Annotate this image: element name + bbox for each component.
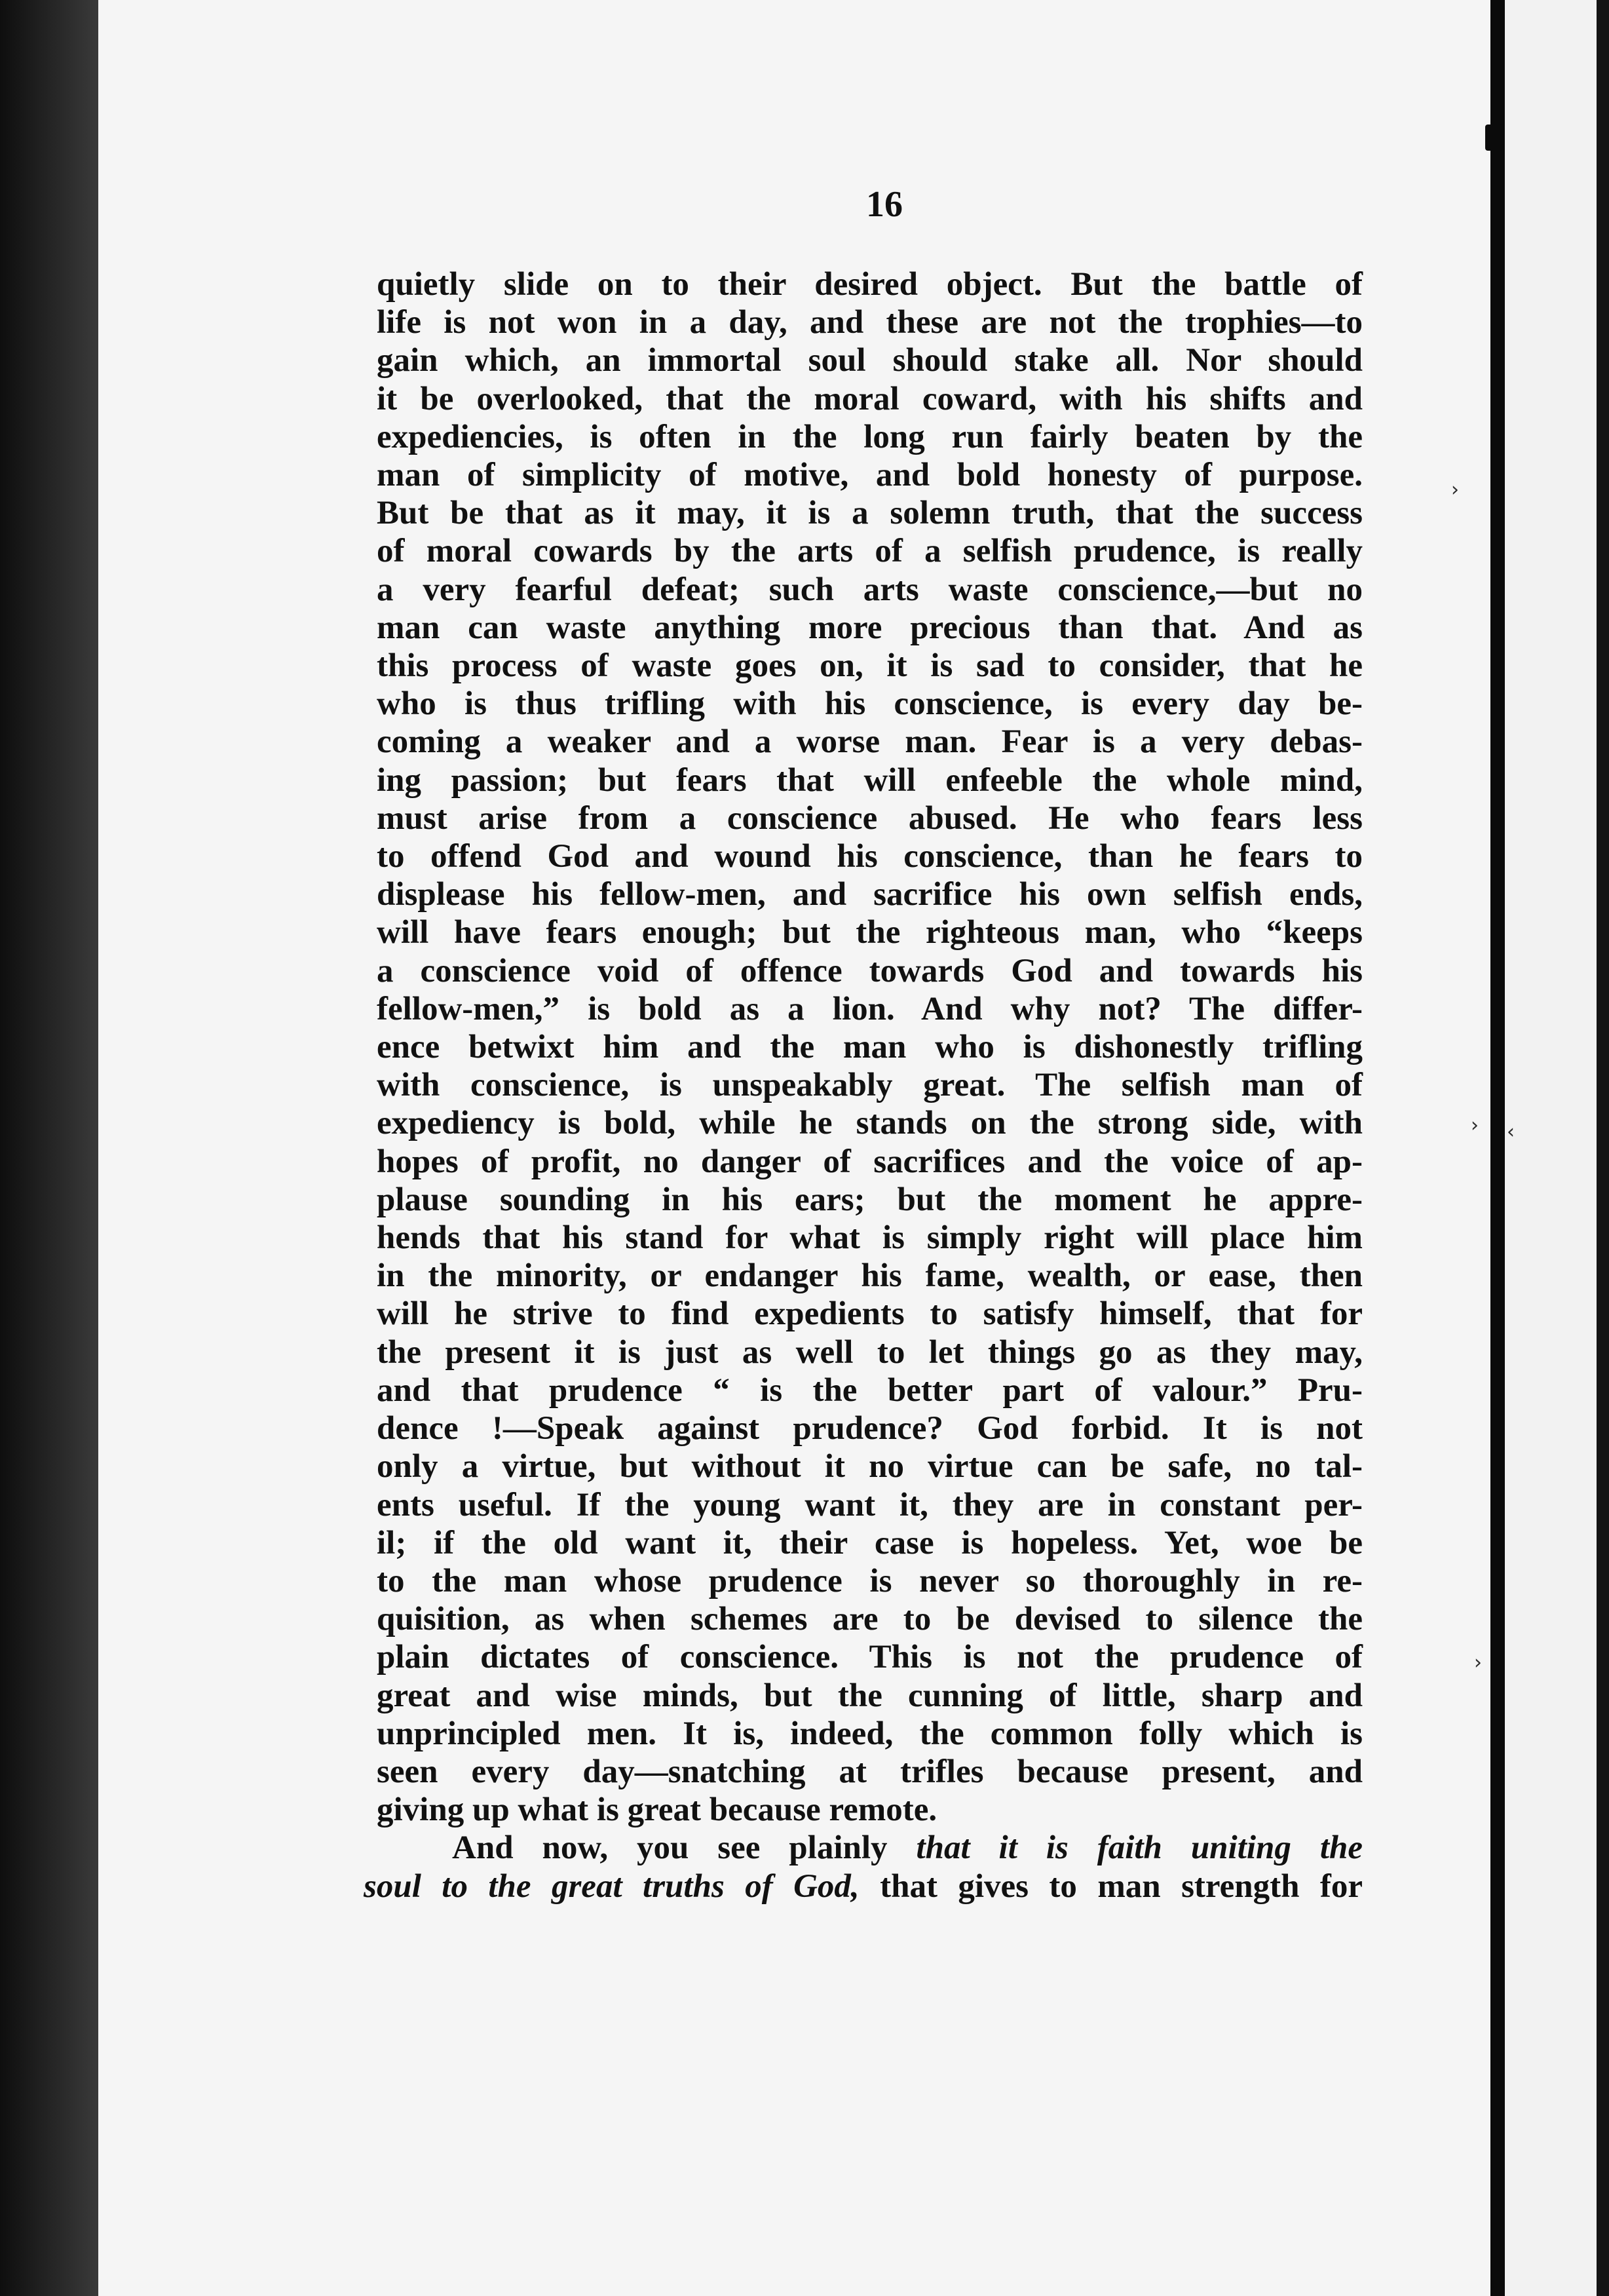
text-line: this process of waste goes on, it is sad to consider, that he: [377, 647, 1363, 685]
page-gutter-rule: [1490, 0, 1505, 2296]
text-line: with conscience, is unspeakably great. The selfish man of: [377, 1067, 1363, 1104]
text-line: il; if the old want it, their case is hopeless. Yet, woe be: [377, 1524, 1363, 1561]
text-line: in the minority, or endanger his fame, wealth, or ease, then: [377, 1257, 1363, 1295]
margin-speck: ›: [1474, 1651, 1482, 1674]
text-line: only a virtue, but without it no virtue can be safe, no tal-: [377, 1448, 1363, 1485]
text-line: a conscience void of offence towards God and towards his: [377, 952, 1363, 989]
text-line: of moral cowards by the arts of a selfish prudence, is really: [377, 533, 1363, 570]
italic-text: soul to the great truths of God,: [364, 1867, 860, 1905]
final-paragraph-line-1: [377, 1829, 1363, 1867]
text-line: life is not won in a day, and these are not the trophies—to: [377, 304, 1363, 341]
final-paragraph-line-2: [364, 1867, 1363, 1905]
adjacent-page-edge: [1505, 0, 1609, 2296]
text-line: who is thus trifling with his conscience, is every day be-: [377, 685, 1363, 723]
text-line: dence !—Speak against prudence? God forbid. It is not: [377, 1410, 1363, 1447]
margin-speck: ›: [1451, 478, 1459, 501]
text-line: expediencies, is often in the long run fairly beaten by the: [377, 418, 1363, 455]
text-line: But be that as it may, it is a solemn truth, that the success: [377, 495, 1363, 532]
text-line: seen every day—snatching at trifles because present, and: [377, 1753, 1363, 1790]
text-line: giving up what is great because remote.: [377, 1791, 937, 1829]
text-line: it be overlooked, that the moral coward, with his shifts and: [377, 380, 1363, 417]
text-line: the present it is just as well to let things go as they may,: [377, 1333, 1363, 1371]
text-line: hopes of profit, no danger of sacrifices and the voice of ap-: [377, 1143, 1363, 1180]
text-line: plain dictates of conscience. This is not the prudence of: [377, 1639, 1363, 1676]
text-line: will he strive to find expedients to satisfy himself, that for: [377, 1295, 1363, 1333]
text-line: man of simplicity of motive, and bold honesty of purpose.: [377, 457, 1363, 494]
text-line: quietly slide on to their desired object. But the battle of: [377, 266, 1363, 303]
text-line: quisition, as when schemes are to be devised to silence the: [377, 1601, 1363, 1638]
gutter-notch: [1485, 124, 1502, 151]
margin-speck: ‹: [1507, 1120, 1515, 1143]
plain-text: And now, you see plainly: [452, 1829, 888, 1867]
margin-speck: ›: [1471, 1114, 1479, 1137]
text-line: coming a weaker and a worse man. Fear is a very debas-: [377, 723, 1363, 761]
text-line: plause sounding in his ears; but the moment he appre-: [377, 1181, 1363, 1218]
body-text: [364, 265, 1363, 1905]
text-line: to offend God and wound his conscience, than he fears to: [377, 838, 1363, 875]
text-line: to the man whose prudence is never so thoroughly in re-: [377, 1562, 1363, 1599]
text-line: and that prudence “ is the better part of valour.” Pru-: [377, 1371, 1363, 1409]
text-line: ents useful. If the young want it, they are in constant per-: [377, 1486, 1363, 1523]
text-line: hends that his stand for what is simply right will place him: [377, 1219, 1363, 1257]
text-line: fellow-men,” is bold as a lion. And why not? The differ-: [377, 990, 1363, 1027]
text-line: displease his fellow-men, and sacrifice his own selfish ends,: [377, 876, 1363, 913]
text-line: great and wise minds, but the cunning of little, sharp and: [377, 1677, 1363, 1714]
text-line: will have fears enough; but the righteous man, who “keeps: [377, 914, 1363, 951]
text-line: must arise from a conscience abused. He who fears less: [377, 799, 1363, 837]
text-line: man can waste anything more precious than that. And as: [377, 609, 1363, 646]
text-line: ence betwixt him and the man who is dishonestly trifling: [377, 1029, 1363, 1066]
text-line: unprincipled men. It is, indeed, the common folly which is: [377, 1715, 1363, 1752]
page-number: 16: [866, 184, 903, 225]
text-line: ing passion; but fears that will enfeeble the whole mind,: [377, 761, 1363, 799]
plain-text: that gives to man strength for: [880, 1867, 1363, 1905]
italic-text: that it is faith uniting the: [916, 1829, 1363, 1867]
text-line: expediency is bold, while he stands on the strong side, with: [377, 1105, 1363, 1142]
scan-right-border: [1597, 0, 1609, 2296]
text-line: a very fearful defeat; such arts waste conscience,—but no: [377, 571, 1363, 608]
text-line: gain which, an immortal soul should stake all. Nor should: [377, 342, 1363, 379]
scan-left-border: [0, 0, 98, 2296]
